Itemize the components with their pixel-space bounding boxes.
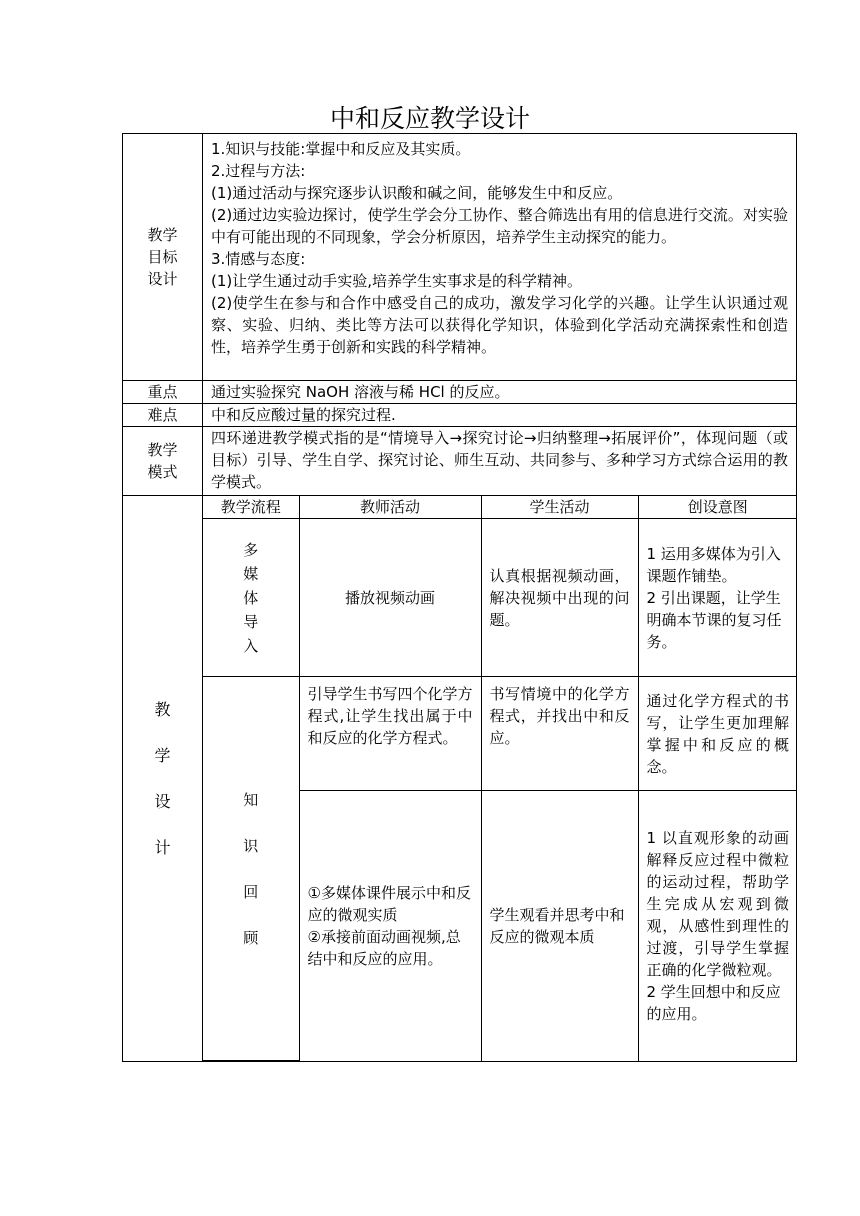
- objective-line-6: (1)让学生通过动手实验,培养学生实事求是的科学精神。: [211, 272, 583, 290]
- mode-label-line-2: 模式: [147, 463, 178, 481]
- stage2-row2-intent-1: 1 以直观形象的动画解释反应过程中微粒的运动过程，帮助学生完成从宏观到微观，从感性到理性的过渡，引导学生掌握正确的化学微粒观。: [646, 828, 789, 979]
- stage2-char-4: 顾: [243, 928, 259, 947]
- objectives-label-line-2: 目标: [147, 248, 178, 266]
- difficulty-label: 难点: [123, 404, 203, 427]
- header-student: 学生活动: [481, 496, 638, 519]
- stage1-intent-1: 1 运用多媒体为引入课题作铺垫。: [646, 544, 781, 585]
- stage1-char-2: 媒: [243, 564, 259, 583]
- stage2-row2-intent: [638, 791, 797, 1061]
- design-label-char-4: 计: [154, 837, 171, 857]
- page-title: 中和反应教学设计: [329, 104, 530, 133]
- mode-label-line-1: 教学: [147, 441, 178, 459]
- objectives-label: [123, 134, 203, 381]
- header-teacher: 教师活动: [299, 496, 481, 519]
- stage2-row2-teacher: [299, 791, 481, 1061]
- stage2-char-1: 知: [243, 790, 259, 809]
- stage-review-name: [203, 677, 299, 1061]
- stage2-char-3: 回: [243, 882, 259, 901]
- objectives-label-line-3: 设计: [147, 270, 178, 288]
- stage2-row1-intent: 通过化学方程式的书写，让学生更加理解掌握中和反应的概念。: [638, 677, 797, 791]
- stage1-char-5: 入: [243, 636, 259, 655]
- design-label: [123, 496, 203, 1062]
- objective-line-3: (1)通过活动与探究逐步认识酸和碱之间，能够发生中和反应。: [211, 184, 623, 202]
- key-point-label: 重点: [123, 381, 203, 404]
- stage2-row2-teacher-1: ①多媒体课件展示中和反应的微观实质: [307, 883, 471, 924]
- stage1-char-3: 体: [243, 588, 259, 607]
- stage-multimedia-name: [203, 519, 299, 677]
- stage1-intent-2: 2 引出课题，让学生明确本节课的复习任务。: [646, 588, 782, 651]
- design-label-char-3: 设: [154, 791, 171, 811]
- objectives-content: [203, 134, 797, 381]
- design-label-char-2: 学: [154, 745, 171, 765]
- stage2-char-2: 识: [243, 836, 259, 855]
- design-content: [203, 496, 797, 1062]
- stage2-row1-teacher: 引导学生书写四个化学方程式,让学生找出属于中和反应的化学方程式。: [299, 677, 481, 791]
- stage2-row1-student: 书写情境中的化学方程式，并找出中和反应。: [481, 677, 638, 791]
- mode-label: [123, 427, 203, 496]
- design-label-char-1: 教: [154, 699, 171, 719]
- objective-line-1: 1.知识与技能:掌握中和反应及其实质。: [211, 140, 471, 158]
- stage1-char-4: 导: [243, 612, 259, 631]
- design-header-row: [203, 496, 797, 519]
- mode-text: 四环递进教学模式指的是“情境导入→探究讨论→归纳整理→拓展评价”，体现问题（或目标）引导、学生自学、探究讨论、师生互动、共同参与、多种学习方式综合运用的教学模式。: [203, 427, 797, 496]
- objective-line-5: 3.情感与态度:: [211, 250, 306, 268]
- stage2-row2-teacher-2: ②承接前面动画视频,总结中和反应的应用。: [307, 927, 461, 968]
- stage2-row2-intent-2: 2 学生回想中和反应的应用。: [646, 982, 781, 1023]
- design-table: [203, 496, 797, 1061]
- objective-line-4: (2)通过边实验边探讨，使学生学会分工协作、整合筛选出有用的信息进行交流。对实验中有可能出现的不同现象，学会分析原因，培养学生主动探究的能力。: [211, 206, 788, 246]
- objectives-label-line-1: 教学: [147, 226, 178, 244]
- objective-line-7: (2)使学生在参与和合作中感受自己的成功，激发学习化学的兴趣。让学生认识通过观察、实验、归纳、类比等方法可以获得化学知识，体验到化学活动充满探索性和创造性，培养学生勇于创新和实践的科学精神。: [211, 294, 788, 356]
- stage1-intent: [638, 519, 797, 677]
- stage1-char-1: 多: [243, 540, 259, 559]
- key-point-text: 通过实验探究 NaOH 溶液与稀 HCl 的反应。: [203, 381, 797, 404]
- difficulty-text: 中和反应酸过量的探究过程.: [203, 404, 797, 427]
- stage1-teacher: 播放视频动画: [299, 519, 481, 677]
- stage-multimedia-row: [203, 519, 797, 677]
- stage2-row2-student: 学生观看并思考中和反应的微观本质: [481, 791, 638, 1061]
- header-flow: 教学流程: [203, 496, 299, 519]
- stage1-student: 认真根据视频动画，解决视频中出现的问题。: [481, 519, 638, 677]
- stage-review-row-1: [203, 677, 797, 791]
- objective-line-2: 2.过程与方法:: [211, 162, 306, 180]
- header-intent: 创设意图: [638, 496, 797, 519]
- lesson-plan-table: [122, 133, 796, 1062]
